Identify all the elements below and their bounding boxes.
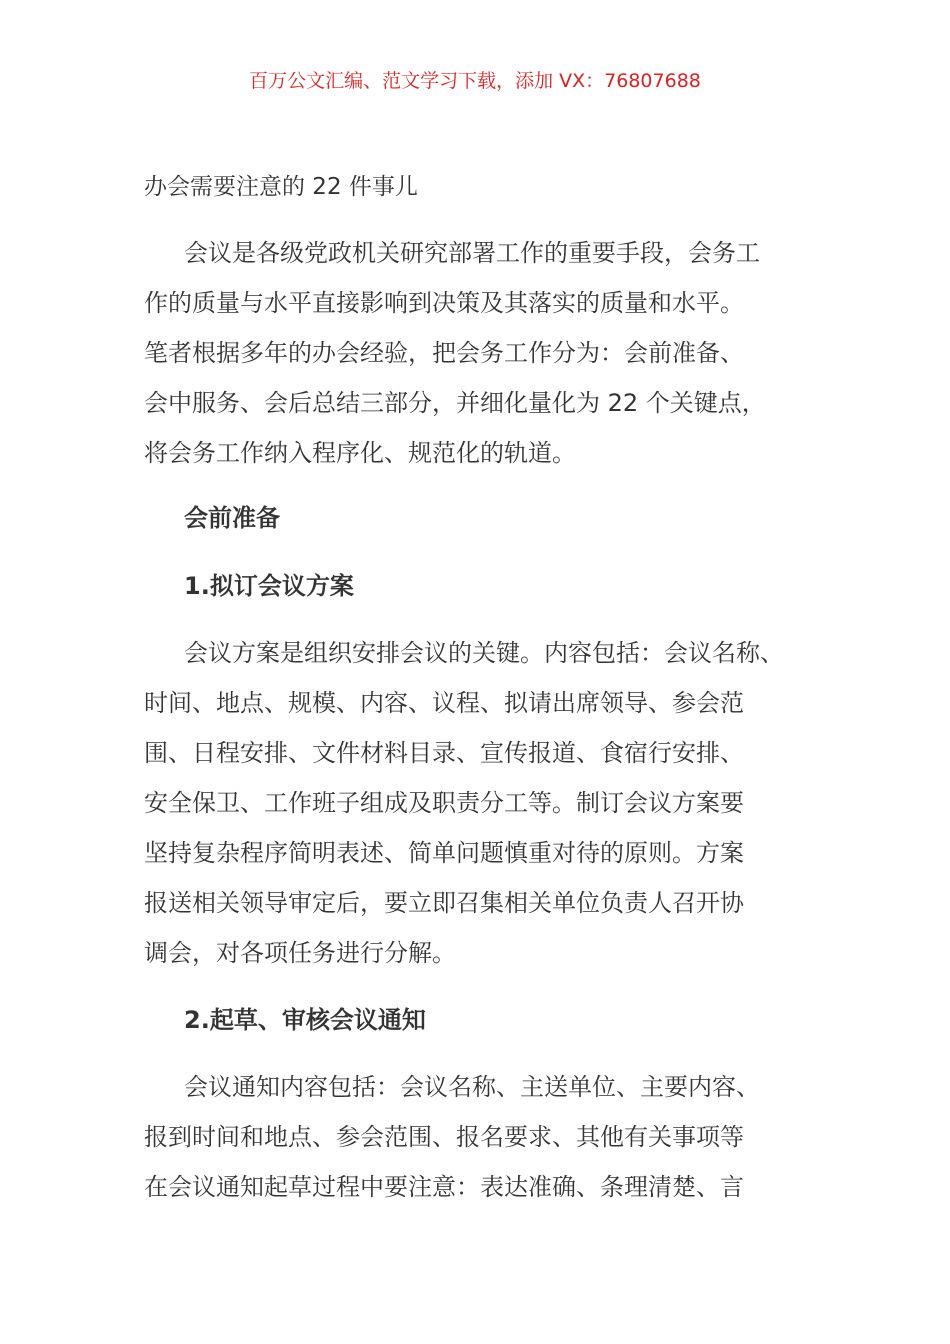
intro-line: 将会务工作纳入程序化、规范化的轨道。	[144, 439, 576, 467]
item1-line: 报送相关领导审定后，要立即召集相关单位负责人召开协	[144, 889, 744, 917]
intro-line: 作的质量与水平直接影响到决策及其落实的质量和水平。	[144, 289, 744, 317]
item1-paragraph	[144, 628, 810, 978]
item2-paragraph	[144, 1062, 810, 1212]
document-title: 办会需要注意的 22 件事儿	[144, 174, 418, 200]
item1-line: 坚持复杂程序简明表述、简单问题慎重对待的原则。方案	[144, 839, 744, 867]
item2-line: 会议通知内容包括：会议名称、主送单位、主要内容、	[184, 1073, 760, 1101]
intro-line: 会议是各级党政机关研究部署工作的重要手段，会务工	[184, 239, 760, 267]
item1-line: 时间、地点、规模、内容、议程、拟请出席领导、参会范	[144, 689, 744, 717]
item1-line: 围、日程安排、文件材料目录、宣传报道、食宿行安排、	[144, 739, 744, 767]
intro-line: 笔者根据多年的办会经验，把会务工作分为：会前准备、	[144, 339, 744, 367]
item1-line: 调会，对各项任务进行分解。	[144, 939, 456, 967]
item2-heading: 2.起草、审核会议通知	[184, 1006, 426, 1034]
item2-line: 报到时间和地点、参会范围、报名要求、其他有关事项等	[144, 1123, 744, 1151]
intro-paragraph	[144, 228, 810, 478]
section-heading: 会前准备	[184, 504, 280, 532]
intro-line: 会中服务、会后总结三部分，并细化量化为 22 个关键点，	[144, 389, 766, 417]
item2-line: 在会议通知起草过程中要注意：表达准确、条理清楚、言	[144, 1173, 744, 1201]
item1-line: 会议方案是组织安排会议的关键。内容包括：会议名称、	[184, 639, 784, 667]
item1-heading: 1.拟订会议方案	[184, 572, 354, 600]
header-watermark-note: 百万公文汇编、范文学习下载，添加 VX：76807688	[249, 70, 701, 92]
item1-line: 安全保卫、工作班子组成及职责分工等。制订会议方案要	[144, 789, 744, 817]
